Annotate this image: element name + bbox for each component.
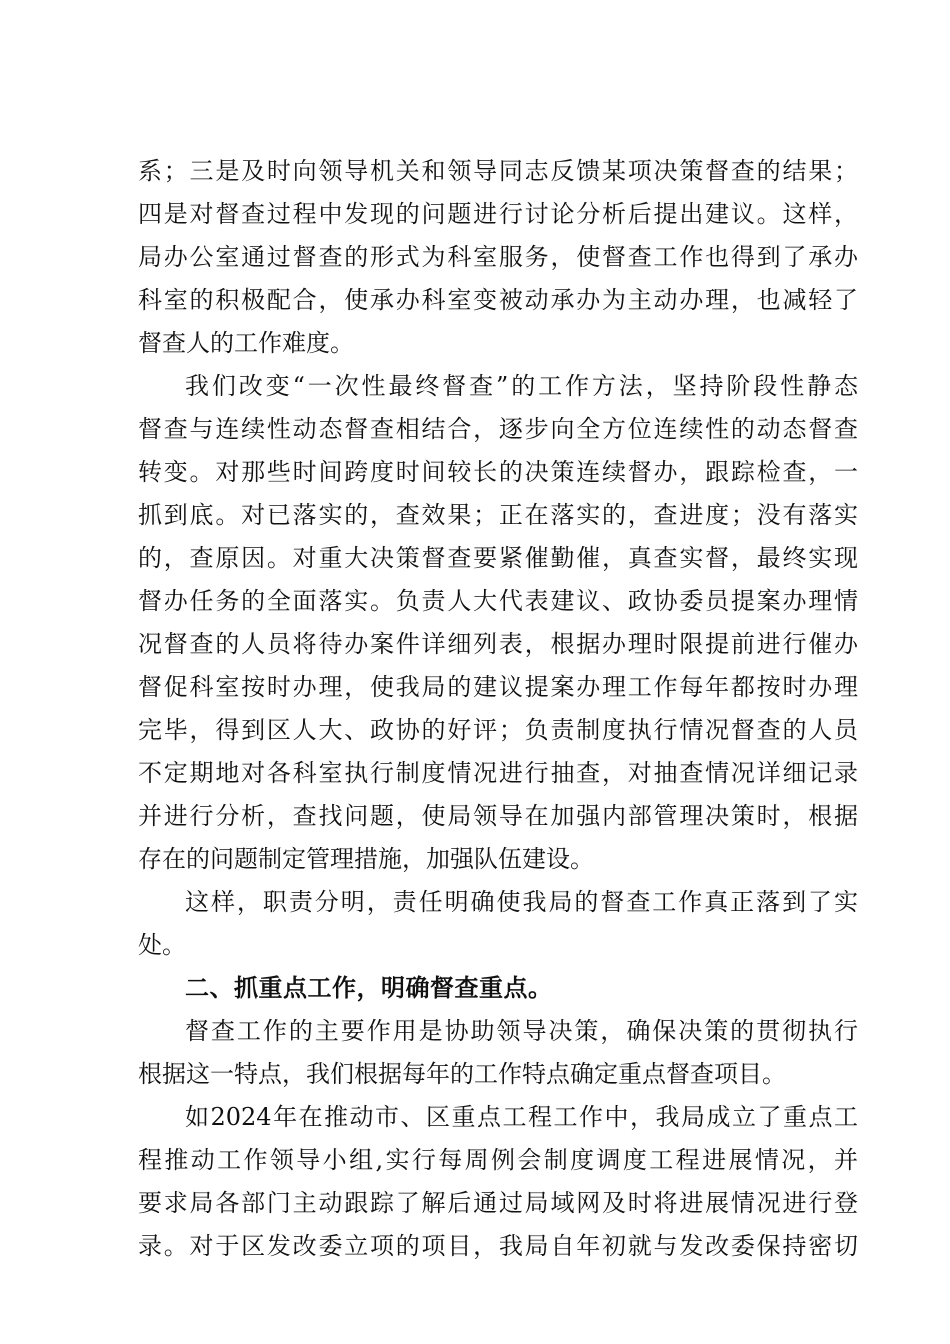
text-line: 科室的积极配合，使承办科室变被动承办为主动办理，也减轻了: [138, 286, 858, 314]
text-line: 督查人的工作难度。: [138, 329, 354, 357]
text-line: 抓到底。对已落实的，查效果；正在落实的，查进度；没有落实: [138, 501, 858, 529]
text-line: 要求局各部门主动跟踪了解后通过局域网及时将进展情况进行登: [138, 1189, 858, 1217]
text-line: 存在的问题制定管理措施，加强队伍建设。: [138, 845, 594, 873]
text-line: 转变。对那些时间跨度时间较长的决策连续督办，跟踪检查，一: [138, 458, 858, 486]
text-line: 督办任务的全面落实。负责人大代表建议、政协委员提案办理情: [138, 587, 858, 615]
text-line: 处。: [138, 931, 186, 959]
paragraph-first-line: 如2024年在推动市、区重点工程工作中，我局成立了重点工: [185, 1103, 858, 1131]
text-line: 不定期地对各科室执行制度情况进行抽查，对抽查情况详细记录: [138, 759, 858, 787]
text-line: 并进行分析，查找问题，使局领导在加强内部管理决策时，根据: [138, 802, 858, 830]
paragraph-first-line: 我们改变“一次性最终督查”的工作方法，坚持阶段性静态: [185, 372, 858, 400]
text-line: 四是对督查过程中发现的问题进行讨论分析后提出建议。这样，: [138, 200, 858, 228]
text-line: 的，查原因。对重大决策督查要紧催勤催，真查实督，最终实现: [138, 544, 858, 572]
text-line: 系；三是及时向领导机关和领导同志反馈某项决策督查的结果；: [138, 157, 858, 185]
section-heading: 二、抓重点工作，明确督查重点。: [185, 974, 553, 1002]
text-line: 督促科室按时办理，使我局的建议提案办理工作每年都按时办理: [138, 673, 858, 701]
text-line: 局办公室通过督查的形式为科室服务，使督查工作也得到了承办: [138, 243, 858, 271]
text-line: 督查与连续性动态督查相结合，逐步向全方位连续性的动态督查: [138, 415, 858, 443]
paragraph-first-line: 督查工作的主要作用是协助领导决策，确保决策的贯彻执行: [185, 1017, 858, 1045]
text-line: 完毕，得到区人大、政协的好评；负责制度执行情况督查的人员: [138, 716, 858, 744]
paragraph-first-line: 这样，职责分明，责任明确使我局的督查工作真正落到了实: [185, 888, 858, 916]
text-line: 况督查的人员将待办案件详细列表，根据办理时限提前进行催办: [138, 630, 858, 658]
text-line: 程推动工作领导小组,实行每周例会制度调度工程进展情况，并: [138, 1146, 858, 1174]
text-line: 录。对于区发改委立项的项目，我局自年初就与发改委保持密切: [138, 1232, 858, 1260]
text-line: 根据这一特点，我们根据每年的工作特点确定重点督查项目。: [138, 1060, 786, 1088]
